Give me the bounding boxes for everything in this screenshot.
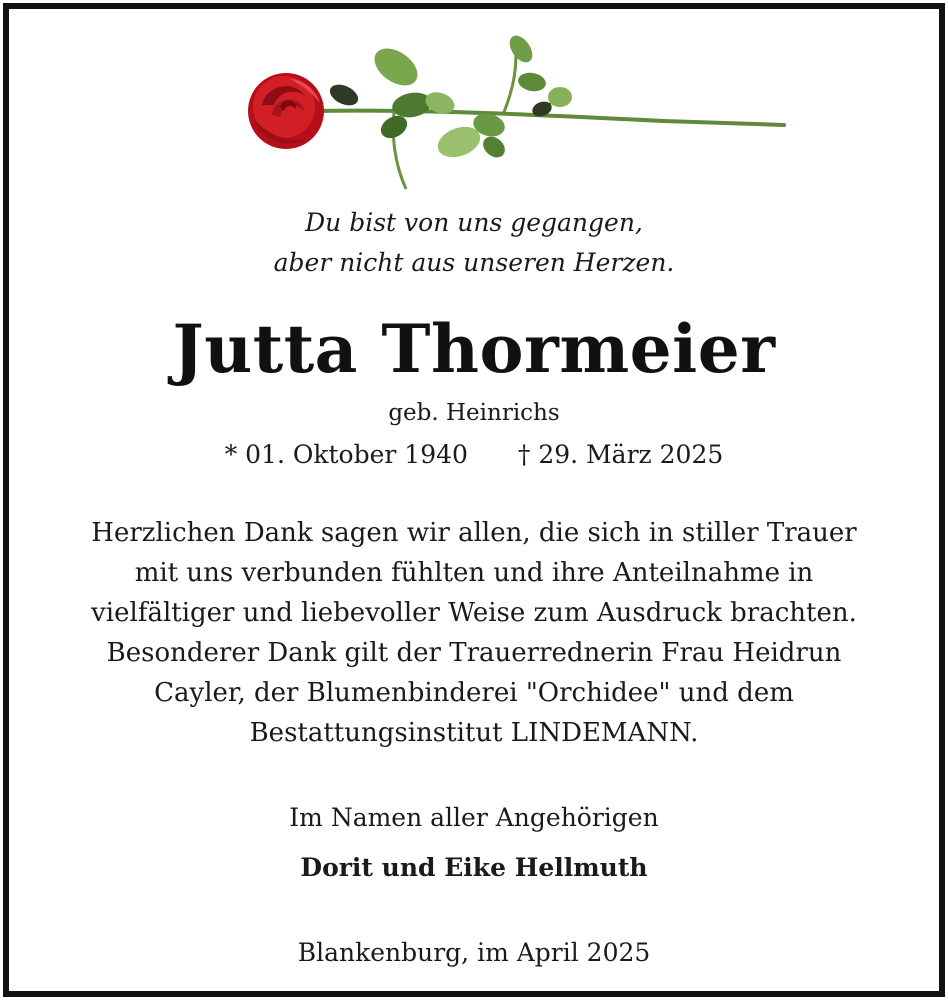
thank-you-message (9, 513, 939, 753)
maiden-name: geb. Heinrichs (388, 400, 560, 426)
place-and-date: Blankenburg, im April 2025 (297, 938, 651, 967)
birth-date: * 01. Oktober 1940 (224, 440, 468, 469)
message-line: Bestattungsinstitut LINDEMANN. (249, 718, 699, 748)
family-names: Dorit und Eike Hellmuth (300, 853, 648, 882)
message-line: vielfältiger und liebevoller Weise zum Ausdruck brachten. (91, 598, 857, 628)
red-rose-icon (244, 27, 789, 192)
message-line: mit uns verbunden fühlten und ihre Anteilnahme in (134, 558, 814, 588)
deceased-name: Jutta Thormeier (172, 310, 776, 388)
quote-line-2: aber nicht aus unseren Herzen. (273, 248, 675, 277)
memorial-quote (9, 203, 939, 283)
message-line: Herzlichen Dank sagen wir allen, die sich in stiller Trauer (91, 518, 857, 548)
family-intro: Im Namen aller Angehörigen (289, 803, 659, 832)
life-dates (9, 436, 939, 474)
death-date: † 29. März 2025 (517, 440, 724, 469)
obituary-card (3, 3, 945, 997)
message-line: Besonderer Dank gilt der Trauerrednerin Frau Heidrun (106, 638, 842, 668)
quote-line-1: Du bist von uns gegangen, (305, 208, 643, 237)
message-line: Cayler, der Blumenbinderei "Orchidee" und dem (154, 678, 794, 708)
